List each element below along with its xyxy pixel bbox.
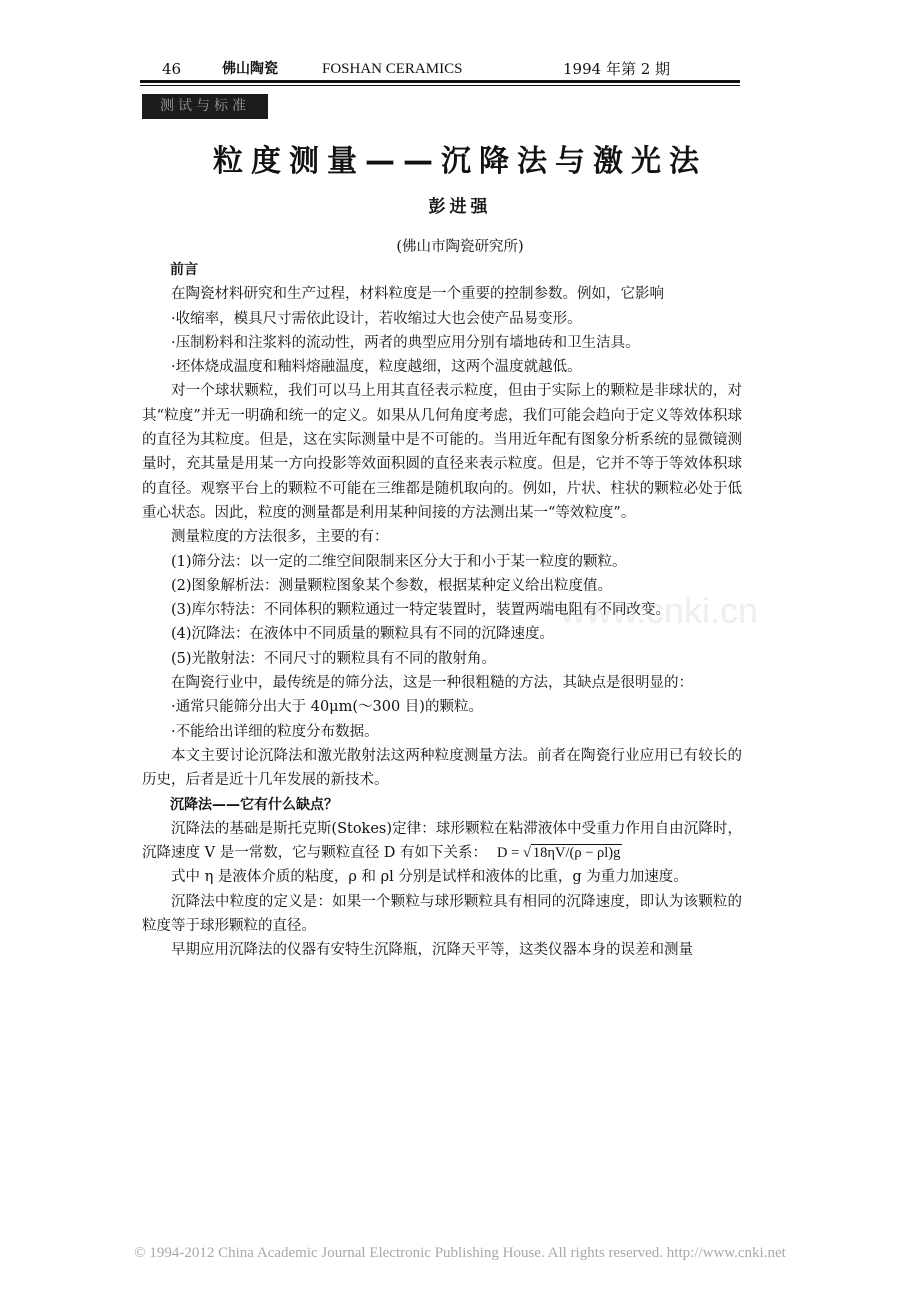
- paragraph: 在陶瓷行业中，最传统是的筛分法，这是一种很粗糙的方法，其缺点是很明显的：: [171, 675, 693, 692]
- stokes-text: 沉降法的基础是斯托克斯(Stokes)定律：球形颗粒在粘滞液体中受重力作用自由沉降时，沉降速度 V 是一常数，它与颗粒直径 D 有如下关系：: [142, 820, 742, 862]
- paragraph: 测量粒度的方法很多，主要的有：: [171, 529, 389, 546]
- method-item: (1)筛分法：以一定的二维空间限制来区分大于和小于某一粒度的颗粒。: [171, 553, 627, 570]
- bullet-item: ·坯体烧成温度和釉料熔融温度，粒度越细，这两个温度就越低。: [171, 359, 582, 376]
- paragraph: 在陶瓷材料研究和生产过程，材料粒度是一个重要的控制参数。例如，它影响: [171, 286, 664, 303]
- affiliation: (佛山市陶瓷研究所): [396, 239, 524, 255]
- bullet-item: ·通常只能筛分出大于 40μm(～300 目)的颗粒。: [171, 699, 483, 716]
- paragraph: 沉降法中粒度的定义是：如果一个颗粒与球形颗粒具有相同的沉降速度，即认为该颗粒的粒度等于球形颗粒的直径。: [142, 893, 742, 935]
- bullet-item: ·压制粉料和注浆料的流动性，两者的典型应用分别有墙地砖和卫生洁具。: [171, 334, 640, 351]
- formula-lhs: D =: [497, 845, 523, 862]
- article-body: [142, 258, 742, 963]
- issue-label: 1994 年第 2 期: [563, 60, 671, 78]
- running-header: [140, 58, 740, 83]
- paragraph: 本文主要讨论沉降法和激光散射法这两种粒度测量方法。前者在陶瓷行业应用已有较长的历史，后者是近十几年发展的新技术。: [142, 747, 742, 789]
- bullet-item: ·不能给出详细的粒度分布数据。: [171, 723, 379, 740]
- copyright-footer: © 1994-2012 China Academic Journal Electronic Publishing House. All rights reserved. http://www.cnki.net: [134, 1245, 786, 1261]
- method-item: (2)图象解析法：测量颗粒图象某个参数，根据某种定义给出粒度值。: [171, 577, 613, 594]
- section-heading-sedimentation: 沉降法——它有什么缺点？: [170, 796, 338, 813]
- method-item: (4)沉降法：在液体中不同质量的颗粒具有不同的沉降速度。: [171, 626, 555, 643]
- formula-radicand: 18ηV/(ρ − ρl)g: [532, 845, 621, 862]
- column-label: 测试与标准: [142, 94, 268, 119]
- author: 彭进强: [428, 197, 492, 217]
- paragraph: 对一个球状颗粒，我们可以马上用其直径表示粒度，但由于实际上的颗粒是非球状的，对其“粒度”并无一明确和统一的定义。如果从几何角度考虑，我们可能会趋向于定义等效体积球的直径为其粒度。但是，这在实际测量中是不可能的。当用近年配有图象分析系统的显微镜测量时，充其量是用某一方向投影等效面积圆的直径来表示粒度。但是，它并不等于等效体积球的直径。观察平台上的颗粒不可能在三维都是随机取向的。例如，片状、柱状的颗粒必处于低重心状态。因此，粒度的测量都是利用某种间接的方法测出某一“等效粒度”。: [142, 383, 742, 521]
- paragraph: 早期应用沉降法的仪器有安特生沉降瓶，沉降天平等，这类仪器本身的误差和测量: [171, 942, 693, 959]
- section-heading-preface: 前言: [170, 262, 198, 278]
- method-item: (3)库尔特法：不同体积的颗粒通过一特定装置时，装置两端电阻有不同改变。: [171, 602, 671, 619]
- paragraph-stokes: [142, 817, 742, 866]
- bullet-item: ·收缩率，模具尺寸需依此设计，若收缩过大也会使产品易变形。: [171, 310, 582, 327]
- paragraph: 式中 η 是液体介质的粘度，ρ 和 ρl 分别是试样和液体的比重，g 为重力加速度。: [171, 869, 688, 886]
- watermark: www.cnki.cn: [560, 590, 759, 631]
- sqrt-sign: √: [522, 845, 531, 862]
- journal-name-cn: 佛山陶瓷: [222, 61, 278, 77]
- article-title: 粒度测量——沉降法与激光法: [213, 144, 707, 179]
- page-number: 46: [162, 60, 182, 78]
- journal-name-en: FOSHAN CERAMICS: [322, 61, 463, 77]
- stokes-formula: [487, 845, 622, 861]
- method-item: (5)光散射法：不同尺寸的颗粒具有不同的散射角。: [171, 650, 497, 667]
